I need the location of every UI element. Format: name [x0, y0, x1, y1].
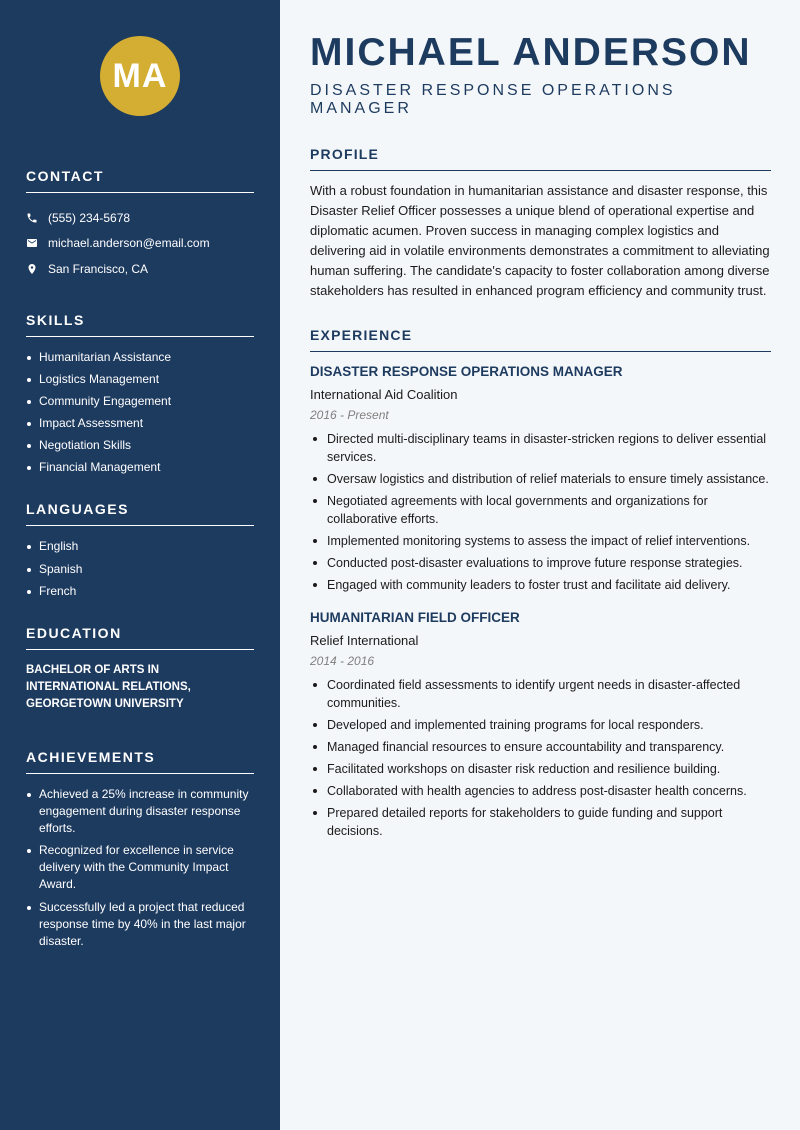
contact-location: [26, 256, 254, 282]
list-item: Logistics Management: [26, 371, 254, 388]
job-title: DISASTER RESPONSE OPERATIONS MANAGER: [310, 364, 623, 379]
education-heading: EDUCATION: [26, 625, 254, 650]
skills-list: [26, 349, 254, 477]
education-section: [26, 625, 254, 713]
list-item: Recognized for excellence in service delivery with the Community Impact Award.: [26, 842, 254, 893]
achievements-list: [26, 786, 254, 950]
phone-icon: [26, 212, 38, 224]
job-bullets: [310, 676, 771, 840]
job-dates: 2016 - Present: [310, 408, 389, 422]
list-item: Managed financial resources to ensure accountability and transparency.: [310, 738, 771, 756]
languages-section: [26, 501, 254, 599]
skills-section: [26, 312, 254, 477]
job-bullets: [310, 430, 771, 594]
contact-email: [26, 231, 254, 257]
list-item: Coordinated field assessments to identify urgent needs in disaster-affected communities.: [310, 676, 771, 712]
achievements-section: [26, 749, 254, 950]
experience-section: [310, 327, 771, 840]
contact-section: [26, 168, 254, 282]
list-item: Financial Management: [26, 459, 254, 476]
main-content: [280, 0, 800, 1130]
list-item: English: [26, 538, 254, 555]
list-item: Achieved a 25% increase in community engagement during disaster response efforts.: [26, 786, 254, 837]
list-item: Engaged with community leaders to foster trust and facilitate aid delivery.: [310, 576, 771, 594]
list-item: Impact Assessment: [26, 415, 254, 432]
job-entry: [310, 610, 771, 840]
avatar-initials: MA: [112, 56, 168, 95]
contact-heading: CONTACT: [26, 168, 254, 193]
list-item: Implemented monitoring systems to assess the impact of relief interventions.: [310, 532, 771, 550]
job-company: Relief International: [310, 633, 419, 648]
list-item: Directed multi-disciplinary teams in disaster-stricken regions to deliver essential services.: [310, 430, 771, 466]
job-company: International Aid Coalition: [310, 387, 458, 402]
list-item: Conducted post-disaster evaluations to improve future response strategies.: [310, 554, 771, 572]
list-item: French: [26, 583, 254, 600]
experience-heading: EXPERIENCE: [310, 327, 771, 352]
list-item: Oversaw logistics and distribution of relief materials to ensure timely assistance.: [310, 470, 771, 488]
candidate-name: MICHAEL ANDERSON: [310, 31, 752, 74]
list-item: Humanitarian Assistance: [26, 349, 254, 366]
list-item: Prepared detailed reports for stakeholders to guide funding and support decisions.: [310, 804, 771, 840]
location-pin-icon: [26, 263, 38, 275]
education-degree: BACHELOR OF ARTS IN INTERNATIONAL RELATIONS, GEORGETOWN UNIVERSITY: [26, 663, 191, 710]
job-title: HUMANITARIAN FIELD OFFICER: [310, 610, 520, 625]
profile-text: With a robust foundation in humanitarian assistance and disaster response, this Disaster Relief Officer possesses a unique blend of operational expertise and diplomatic acumen. Proven success in managing complex logistics and delivering aid in volatile environments demonstrates a commitment to alleviating human suffering. The candidate's capacity to foster collaboration among diverse stakeholders has resulted in enhanced program efficiency and community trust.: [310, 183, 770, 298]
contact-list: [26, 205, 254, 282]
list-item: Facilitated workshops on disaster risk reduction and resilience building.: [310, 760, 771, 778]
sidebar: [0, 0, 280, 1130]
avatar: [100, 36, 180, 116]
profile-section: [310, 146, 771, 301]
list-item: Collaborated with health agencies to address post-disaster health concerns.: [310, 782, 771, 800]
list-item: Community Engagement: [26, 393, 254, 410]
achievements-heading: ACHIEVEMENTS: [26, 749, 254, 774]
list-item: Negotiation Skills: [26, 437, 254, 454]
profile-heading: PROFILE: [310, 146, 771, 171]
contact-phone: [26, 205, 254, 231]
list-item: Developed and implemented training programs for local responders.: [310, 716, 771, 734]
job-dates: 2014 - 2016: [310, 654, 375, 668]
list-item: Successfully led a project that reduced response time by 40% in the last major disaster.: [26, 899, 254, 950]
email-text: michael.anderson@email.com: [48, 236, 210, 251]
languages-heading: LANGUAGES: [26, 501, 254, 526]
skills-heading: SKILLS: [26, 312, 254, 337]
list-item: Spanish: [26, 561, 254, 578]
list-item: Negotiated agreements with local governments and organizations for collaborative efforts.: [310, 492, 771, 528]
location-text: San Francisco, CA: [48, 261, 149, 276]
candidate-title: DISASTER RESPONSE OPERATIONS MANAGER: [310, 82, 676, 117]
job-entry: [310, 364, 771, 594]
languages-list: [26, 538, 254, 599]
envelope-icon: [26, 237, 38, 249]
phone-text: (555) 234-5678: [48, 210, 131, 225]
